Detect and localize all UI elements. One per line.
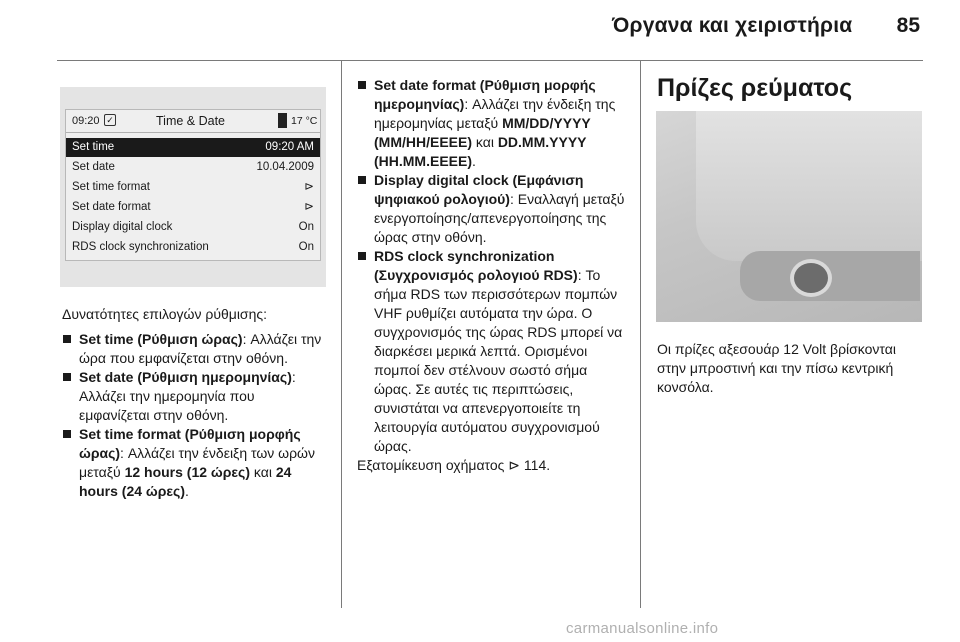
bullet-set-date	[62, 368, 328, 425]
display-screenshot-figure	[60, 87, 326, 287]
column-2-text	[357, 76, 627, 475]
screen-time: 09:20	[72, 115, 100, 127]
console-panel	[696, 111, 922, 261]
xref-text: Εξατομίκευση οχήματος	[357, 457, 505, 473]
watermark: carmanualsonline.info	[566, 620, 719, 637]
menu-row-label: Display digital clock	[72, 221, 173, 233]
bullet-text: .	[472, 153, 476, 169]
bullet-heading: Set date format (Ρύθμιση μορφής ημερομηνίας)	[374, 77, 596, 112]
menu-row-value: 10.04.2009	[256, 161, 314, 173]
menu-row-label: Set date	[72, 161, 115, 173]
cross-reference[interactable]	[357, 456, 627, 475]
option-mmddyyyy: MM/DD/YYYY (MM/HH/EEEE)	[374, 115, 591, 150]
menu-row-set-date[interactable]	[66, 158, 320, 177]
column-1-text	[62, 305, 328, 501]
menu-row-value: 09:20 AM	[265, 141, 314, 153]
xref-page: 114.	[523, 457, 551, 473]
header-rule	[57, 60, 923, 61]
menu-row-label: Set time format	[72, 181, 150, 193]
menu-row-rds-clock-sync[interactable]	[66, 238, 320, 257]
bullet-text: : Το σήμα RDS των περισσότερων πομπών VHF ρυθμίζει αυτόματα την ώρα. Ο συγχρονισμός της ώρας RDS μπορεί να διαρκέσει μερικά λεπτά. Ορισμένοι πομποί δεν στέλνουν σωστό σήμα ώρας. Σε αυτές τις περιπτώσεις, συνιστάται να απενεργοποιείτε τη λειτουργία αυτόματου συγχρονισμού ώρας.	[374, 267, 623, 454]
section-title: Πρίζες ρεύματος	[657, 74, 853, 102]
menu-row-set-time[interactable]	[66, 138, 320, 157]
column-divider-1	[341, 60, 342, 608]
display-screen	[65, 109, 321, 261]
bullet-set-time	[62, 330, 328, 368]
option-ddmmyyyy: DD.MM.YYYY (HH.MM.EEEE)	[374, 134, 587, 169]
bullet-text: : Εναλλαγή μεταξύ ενεργοποίησης/απενεργοποίησης της ώρας στην οθόνη.	[374, 191, 625, 245]
bullet-text: : Αλλάζει την ημερομηνία που εμφανίζεται στην οθόνη.	[79, 369, 296, 423]
menu-row-set-time-format[interactable]	[66, 178, 320, 197]
menu-row-value: On	[298, 241, 314, 253]
page-number: 85	[896, 14, 920, 37]
thermometer-icon	[278, 113, 287, 128]
bullet-rds-clock-sync	[357, 247, 627, 456]
screen-header	[66, 110, 320, 133]
menu-row-display-digital-clock[interactable]	[66, 218, 320, 237]
bullet-heading: Set date (Ρύθμιση ημερομηνίας)	[79, 369, 292, 385]
column-divider-2	[640, 60, 641, 608]
power-socket-photo	[656, 111, 922, 322]
menu-row-set-date-format[interactable]	[66, 198, 320, 217]
bullet-text: και	[250, 464, 276, 480]
menu-row-value: On	[298, 221, 314, 233]
page-ref-arrow-icon: ⊳	[508, 457, 521, 473]
menu-row-label: Set date format	[72, 201, 151, 213]
bullet-text: .	[184, 483, 189, 499]
bullet-text: και	[472, 134, 498, 150]
intro-text: Δυνατότητες επιλογών ρύθμισης:	[62, 306, 267, 322]
bullet-set-time-format	[62, 425, 328, 501]
bullet-heading: Set time (Ρύθμιση ώρας)	[79, 331, 243, 347]
bullet-heading: Set time format (Ρύθμιση μορφής ώρας)	[79, 426, 301, 461]
bullet-text: : Αλλάζει την ένδειξη της ημερομηνίας μεταξύ	[374, 96, 616, 131]
bullet-heading: Display digital clock (Εμφάνιση ψηφιακού ρολογιού)	[374, 172, 584, 207]
submenu-arrow-icon: ⊳	[304, 201, 314, 213]
power-socket-description: Οι πρίζες αξεσουάρ 12 Volt βρίσκονται στην μπροστινή και την πίσω κεντρική κονσόλα.	[657, 341, 896, 395]
screen-title: Time & Date	[156, 114, 226, 128]
page-header-title: Όργανα και χειριστήρια	[612, 14, 853, 37]
bullet-set-date-format	[357, 76, 627, 171]
column-3-text	[657, 340, 925, 397]
submenu-arrow-icon: ⊳	[304, 181, 314, 193]
menu-row-label: Set time	[72, 141, 115, 153]
bullet-text: : Αλλάζει την ώρα που εμφανίζεται στην οθόνη.	[79, 331, 322, 366]
screen-temperature: 17 °C	[291, 115, 318, 127]
clock-icon: ✓	[104, 114, 116, 126]
bullet-text: : Αλλάζει την ένδειξη των ωρών μεταξύ	[79, 445, 315, 480]
menu-row-label: RDS clock synchronization	[72, 241, 209, 253]
power-socket-icon	[790, 259, 832, 297]
bullet-display-digital-clock	[357, 171, 627, 247]
bullet-heading: RDS clock synchronization (Συγχρονισμός ρολογιού RDS)	[374, 248, 578, 283]
option-24h: 24 hours (24 ώρες)	[79, 464, 292, 499]
option-12h: 12 hours (12 ώρες)	[124, 464, 251, 480]
